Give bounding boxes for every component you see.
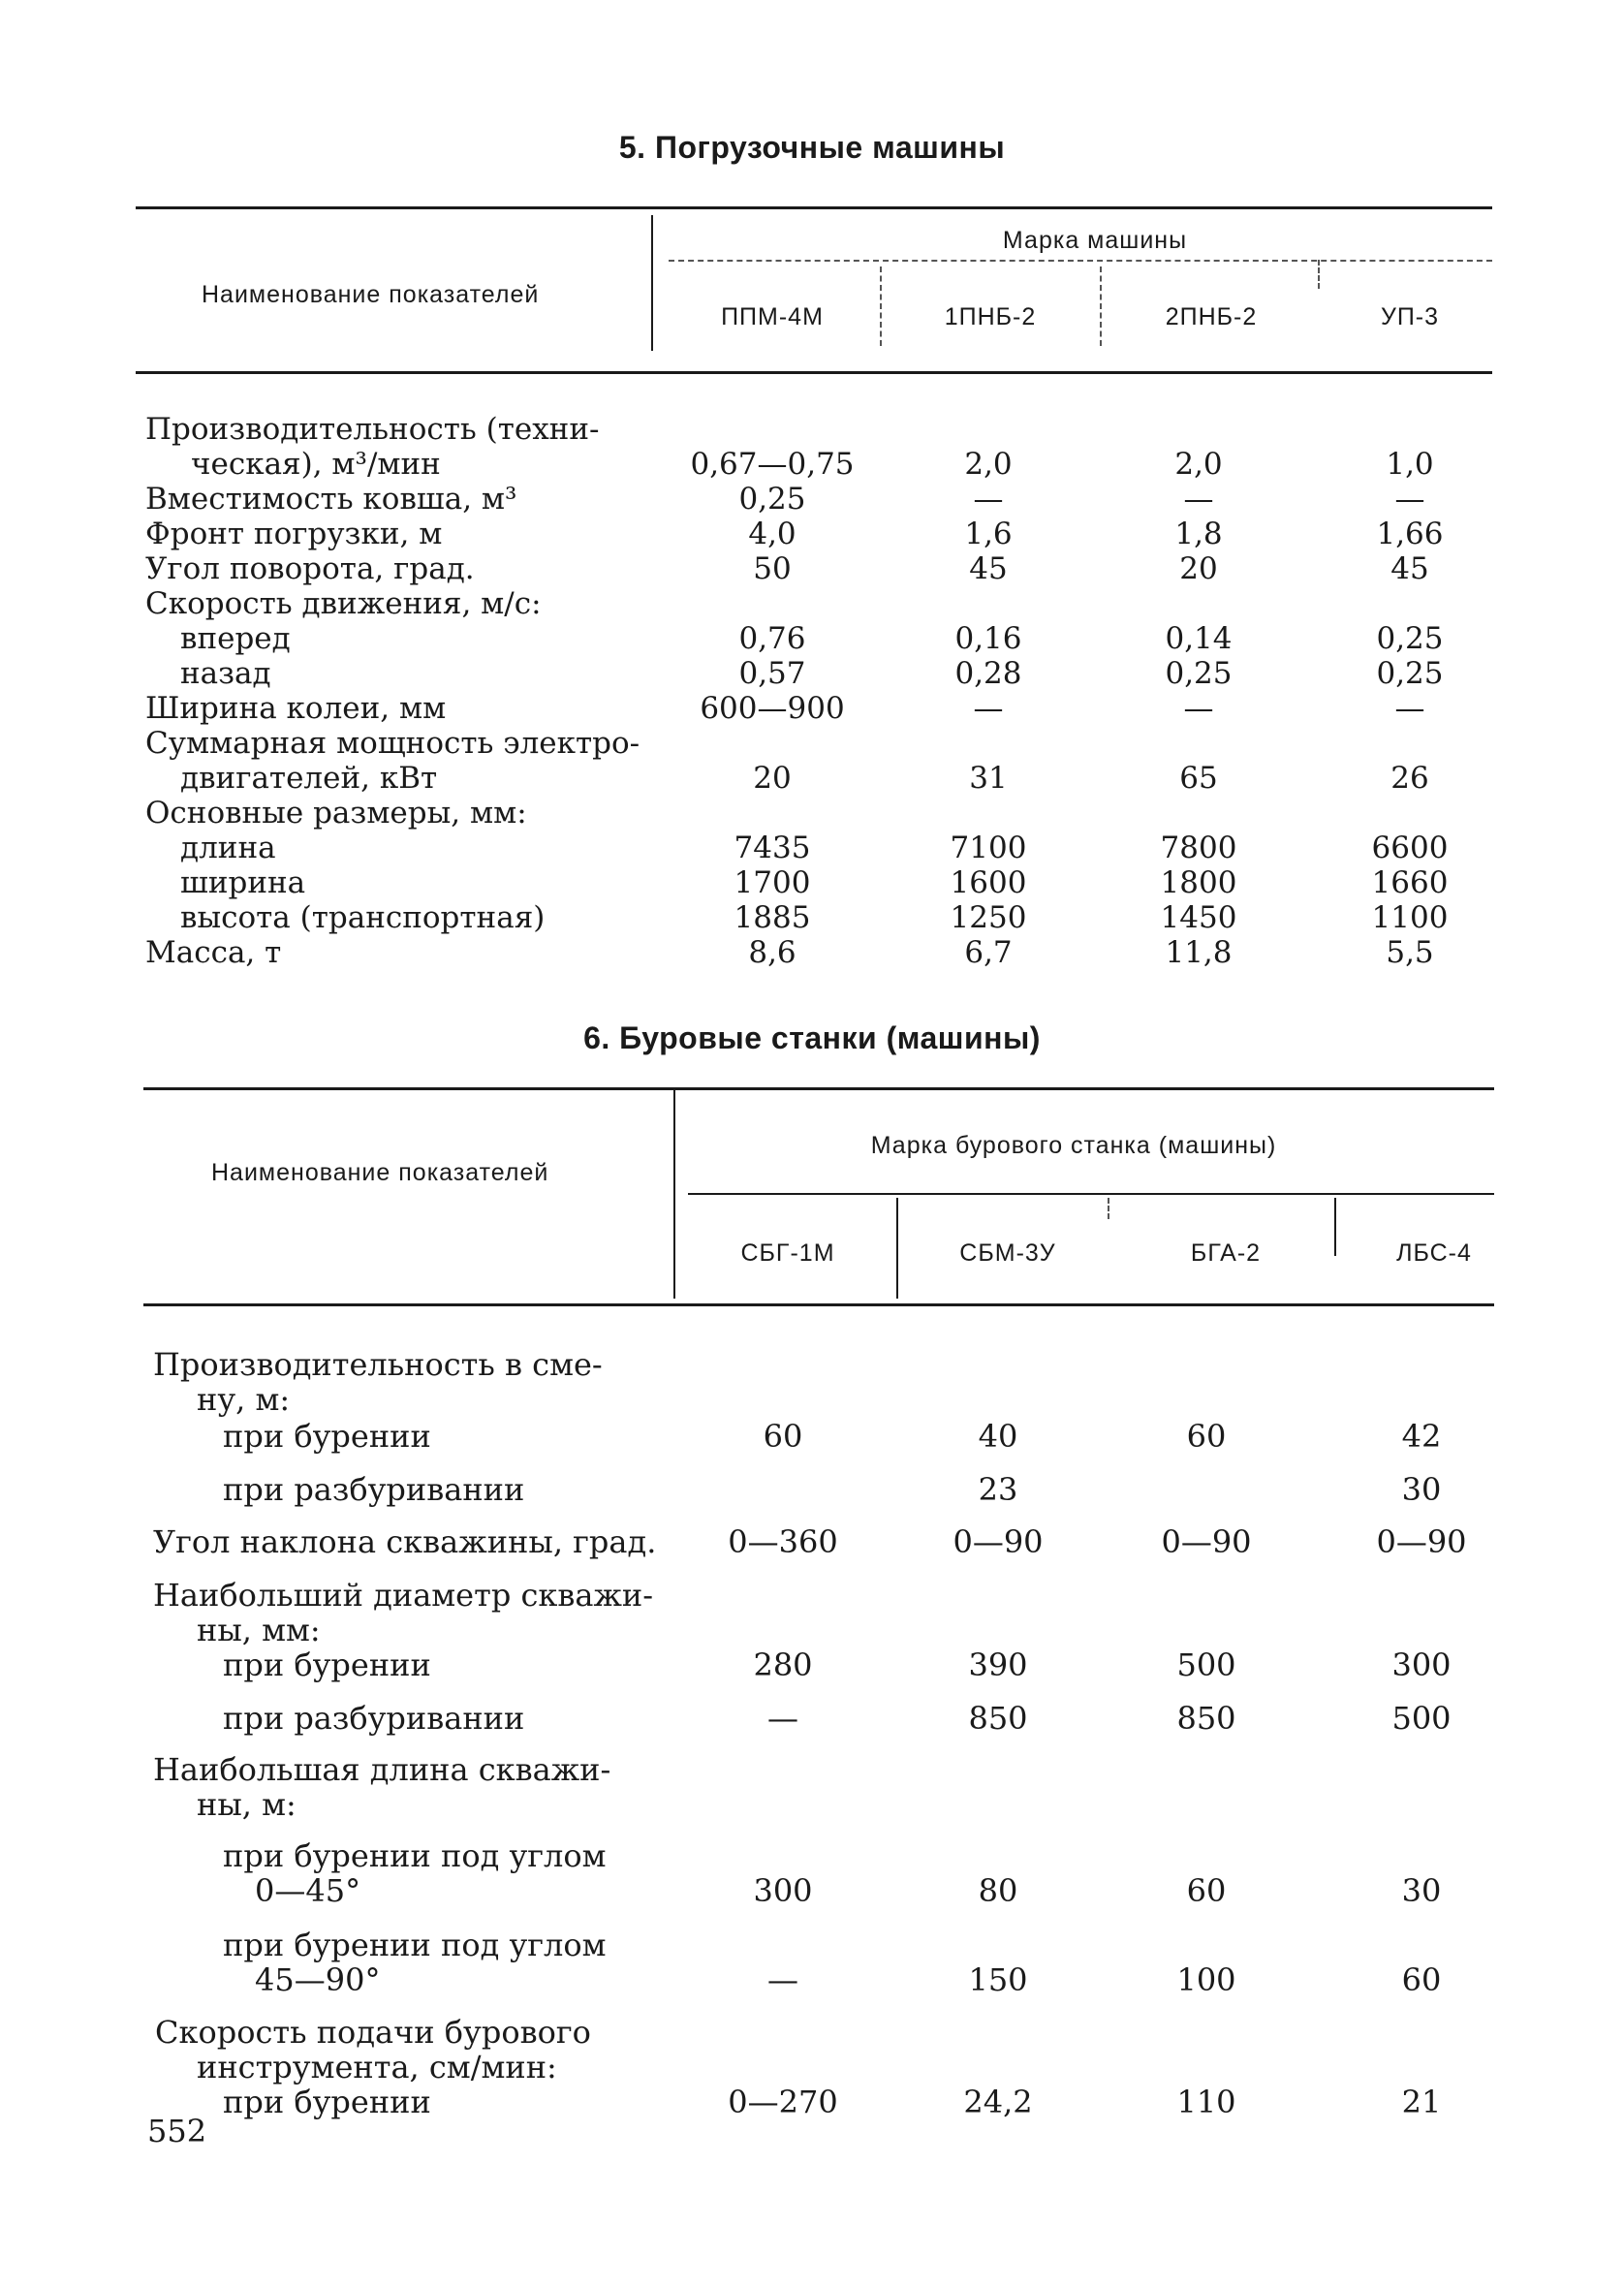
row-value-col-3: 1,8: [1174, 517, 1223, 551]
row-label: 0—45°: [255, 1872, 361, 1909]
row-value-col-2: 0,28: [954, 656, 1022, 691]
table-row: [0, 691, 1624, 726]
table-row: [0, 586, 1624, 621]
row-label: Скорость подачи бурового: [155, 2014, 591, 2051]
table-row: [0, 447, 1624, 482]
row-label: ширина: [180, 865, 306, 900]
row-value-col-2: 7100: [950, 831, 1027, 865]
table-row: [0, 517, 1624, 551]
row-value-col-4: —: [1394, 691, 1425, 726]
table6-group-header: Марка бурового станка (машины): [870, 1132, 1277, 1159]
row-label: при разбуривании: [223, 1700, 525, 1737]
row-label: при бурении под углом: [223, 1927, 607, 1963]
table5-col-header-4: УП-3: [1380, 303, 1440, 330]
row-value-col-4: 0,25: [1376, 621, 1444, 656]
row-value-col-2: 23: [978, 1471, 1018, 1508]
row-value-col-3: 0—90: [1161, 1523, 1252, 1560]
table5-group-header: Марка машины: [1002, 227, 1188, 254]
row-label: при бурении: [223, 2084, 431, 2120]
table5-col-header-3: 2ПНБ-2: [1165, 303, 1258, 330]
row-label: вперед: [180, 621, 291, 656]
row-label: Суммарная мощность электро-: [145, 726, 640, 761]
page-number: 552: [147, 2113, 207, 2149]
row-label: длина: [180, 831, 276, 865]
row-value-col-4: 500: [1391, 1700, 1452, 1737]
row-value-col-2: 2,0: [964, 447, 1013, 482]
row-label: Производительность (техни-: [145, 412, 600, 447]
table-row: [0, 1419, 1624, 1454]
table-row: [0, 1838, 1624, 1873]
row-value-col-1: 60: [763, 1418, 803, 1455]
table6-col-header-4: ЛБС-4: [1396, 1239, 1472, 1267]
table6-col-header-3: БГА-2: [1190, 1239, 1262, 1267]
table6-group-rule: [688, 1193, 1494, 1195]
row-value-col-4: 5,5: [1386, 935, 1434, 970]
row-value-col-3: —: [1183, 691, 1214, 726]
row-label: двигателей, кВт: [180, 761, 438, 796]
row-value-col-3: 7800: [1160, 831, 1237, 865]
table-row: [0, 796, 1624, 831]
row-value-col-1: 20: [753, 761, 792, 796]
row-value-col-4: 45: [1390, 551, 1429, 586]
table6-col-header-2: СБМ-3У: [959, 1239, 1056, 1267]
table6-col-divider-3: [1334, 1198, 1336, 1256]
row-value-col-2: 850: [968, 1700, 1028, 1737]
table5-name-col-header: Наименование показателей: [202, 281, 540, 308]
row-value-col-1: 1700: [734, 865, 811, 900]
row-label: при бурении: [223, 1646, 431, 1683]
row-value-col-4: 26: [1390, 761, 1429, 796]
table-row: [0, 1752, 1624, 1787]
row-value-col-3: 850: [1176, 1700, 1236, 1737]
row-value-col-1: 600—900: [700, 691, 845, 726]
table-row: [0, 1524, 1624, 1559]
row-value-col-2: 1600: [950, 865, 1027, 900]
table-row: [0, 1347, 1624, 1382]
row-label: Ширина колеи, мм: [145, 691, 447, 726]
row-value-col-3: 60: [1186, 1418, 1227, 1455]
table6-name-col-divider: [673, 1090, 675, 1299]
row-value-col-2: 0,16: [954, 621, 1022, 656]
table5-top-rule: [136, 206, 1492, 209]
row-label: ческая), м³/мин: [191, 447, 441, 482]
row-value-col-4: 60: [1401, 1961, 1442, 1998]
row-label: ны, м:: [197, 1786, 297, 1823]
row-value-col-4: 21: [1401, 2084, 1442, 2120]
table-row: [0, 656, 1624, 691]
table5-title: 5. Погрузочные машины: [618, 130, 1006, 165]
row-label: Вместимость ковша, м³: [145, 482, 517, 517]
row-label: инструмента, см/мин:: [197, 2049, 557, 2085]
row-value-col-3: 1450: [1160, 900, 1237, 935]
table5-col-divider-1: [880, 267, 882, 346]
row-value-col-1: —: [767, 1961, 798, 1998]
row-label: Наибольший диаметр скважи-: [153, 1577, 654, 1614]
row-label: Наибольшая длина скважи-: [153, 1751, 611, 1788]
row-value-col-4: 6600: [1371, 831, 1449, 865]
row-value-col-2: 6,7: [964, 935, 1013, 970]
row-label: высота (транспортная): [180, 900, 546, 935]
row-value-col-3: 500: [1176, 1646, 1236, 1683]
row-label: Угол поворота, град.: [145, 551, 475, 586]
table5-col-header-2: 1ПНБ-2: [944, 303, 1037, 330]
table-row: [0, 865, 1624, 900]
table-row: [0, 2085, 1624, 2119]
table-row: [0, 761, 1624, 796]
table-row: [0, 935, 1624, 970]
row-value-col-3: —: [1183, 482, 1214, 517]
table-row: [0, 412, 1624, 447]
table6-col-divider-1: [896, 1198, 898, 1299]
table6-name-col-header: Наименование показателей: [211, 1159, 549, 1186]
row-value-col-2: 390: [968, 1646, 1028, 1683]
row-value-col-4: 1100: [1371, 900, 1449, 935]
table6-col-divider-2: [1108, 1198, 1109, 1219]
row-label: при бурении под углом: [223, 1837, 607, 1874]
table-row: [0, 2015, 1624, 2050]
table-row: [0, 900, 1624, 935]
row-value-col-2: —: [973, 691, 1004, 726]
row-value-col-3: 1800: [1160, 865, 1237, 900]
table-row: [0, 621, 1624, 656]
table-row: [0, 1578, 1624, 1613]
table-row: [0, 551, 1624, 586]
row-value-col-3: 65: [1179, 761, 1218, 796]
row-value-col-2: 1,6: [964, 517, 1013, 551]
row-value-col-1: 0,67—0,75: [690, 447, 855, 482]
row-value-col-2: 45: [969, 551, 1008, 586]
table-row: [0, 1873, 1624, 1908]
row-value-col-2: —: [973, 482, 1004, 517]
row-value-col-3: 110: [1176, 2084, 1236, 2120]
row-value-col-1: 0,76: [738, 621, 806, 656]
table-row: [0, 726, 1624, 761]
row-label: Производительность в сме-: [153, 1346, 603, 1383]
row-value-col-2: 24,2: [963, 2084, 1033, 2120]
row-label: при разбуривании: [223, 1471, 525, 1508]
row-label: Масса, т: [145, 935, 282, 970]
row-value-col-4: 1,66: [1376, 517, 1444, 551]
row-value-col-1: 8,6: [748, 935, 796, 970]
row-value-col-2: 80: [978, 1872, 1018, 1909]
row-label: назад: [180, 656, 271, 691]
table5-header-bottom-rule: [136, 371, 1492, 374]
row-value-col-2: 40: [978, 1418, 1018, 1455]
table-row: [0, 1787, 1624, 1822]
row-value-col-1: 0—360: [728, 1523, 838, 1560]
row-label: ны, мм:: [197, 1612, 321, 1648]
table-row: [0, 1928, 1624, 1962]
row-value-col-1: 0—270: [728, 2084, 838, 2120]
table-row: [0, 1472, 1624, 1507]
table5-group-rule: [669, 260, 1492, 262]
row-value-col-1: 1885: [734, 900, 811, 935]
row-label: Скорость движения, м/с:: [145, 586, 542, 621]
table6-col-header-1: СБГ-1М: [740, 1239, 835, 1267]
row-label: Угол наклона скважины, град.: [153, 1523, 657, 1560]
row-value-col-4: 0—90: [1376, 1523, 1467, 1560]
row-value-col-1: 4,0: [748, 517, 796, 551]
row-value-col-4: 42: [1401, 1418, 1442, 1455]
table-row: [0, 831, 1624, 865]
row-value-col-4: 1,0: [1386, 447, 1434, 482]
table6-top-rule: [143, 1087, 1494, 1090]
row-value-col-4: 1660: [1371, 865, 1449, 900]
row-value-col-1: 7435: [734, 831, 811, 865]
row-value-col-3: 0,14: [1165, 621, 1233, 656]
row-value-col-2: 1250: [950, 900, 1027, 935]
row-value-col-2: 150: [968, 1961, 1028, 1998]
row-value-col-4: 30: [1401, 1471, 1442, 1508]
row-value-col-4: 300: [1391, 1646, 1452, 1683]
table-row: [0, 1647, 1624, 1682]
table5-name-col-divider: [651, 215, 653, 351]
table-row: [0, 1613, 1624, 1647]
row-value-col-3: 60: [1186, 1872, 1227, 1909]
table5-col-header-1: ППМ-4М: [721, 303, 824, 330]
row-label: 45—90°: [255, 1961, 381, 1998]
row-value-col-3: 2,0: [1174, 447, 1223, 482]
table6-title: 6. Буровые станки (машины): [583, 1020, 1041, 1055]
table-row: [0, 482, 1624, 517]
row-value-col-3: 20: [1179, 551, 1218, 586]
table5-col-divider-3: [1318, 260, 1320, 289]
row-label: при бурении: [223, 1418, 431, 1455]
row-value-col-2: 31: [969, 761, 1008, 796]
row-label: Основные размеры, мм:: [145, 796, 527, 831]
row-value-col-1: 0,57: [738, 656, 806, 691]
row-label: ну, м:: [197, 1381, 291, 1418]
table-row: [0, 1382, 1624, 1417]
row-value-col-2: 0—90: [953, 1523, 1044, 1560]
row-value-col-3: 100: [1176, 1961, 1236, 1998]
row-value-col-1: 50: [753, 551, 792, 586]
table-row: [0, 1701, 1624, 1736]
row-value-col-1: 300: [753, 1872, 813, 1909]
row-value-col-4: —: [1394, 482, 1425, 517]
row-value-col-3: 11,8: [1165, 935, 1233, 970]
row-value-col-1: —: [767, 1700, 798, 1737]
table6-header-bottom-rule: [143, 1303, 1494, 1306]
row-value-col-3: 0,25: [1165, 656, 1233, 691]
row-value-col-4: 0,25: [1376, 656, 1444, 691]
table-row: [0, 2050, 1624, 2085]
table-row: [0, 1962, 1624, 1997]
row-value-col-4: 30: [1401, 1872, 1442, 1909]
row-value-col-1: 280: [753, 1646, 813, 1683]
table5-col-divider-2: [1100, 267, 1102, 346]
row-label: Фронт погрузки, м: [145, 517, 443, 551]
row-value-col-1: 0,25: [738, 482, 806, 517]
